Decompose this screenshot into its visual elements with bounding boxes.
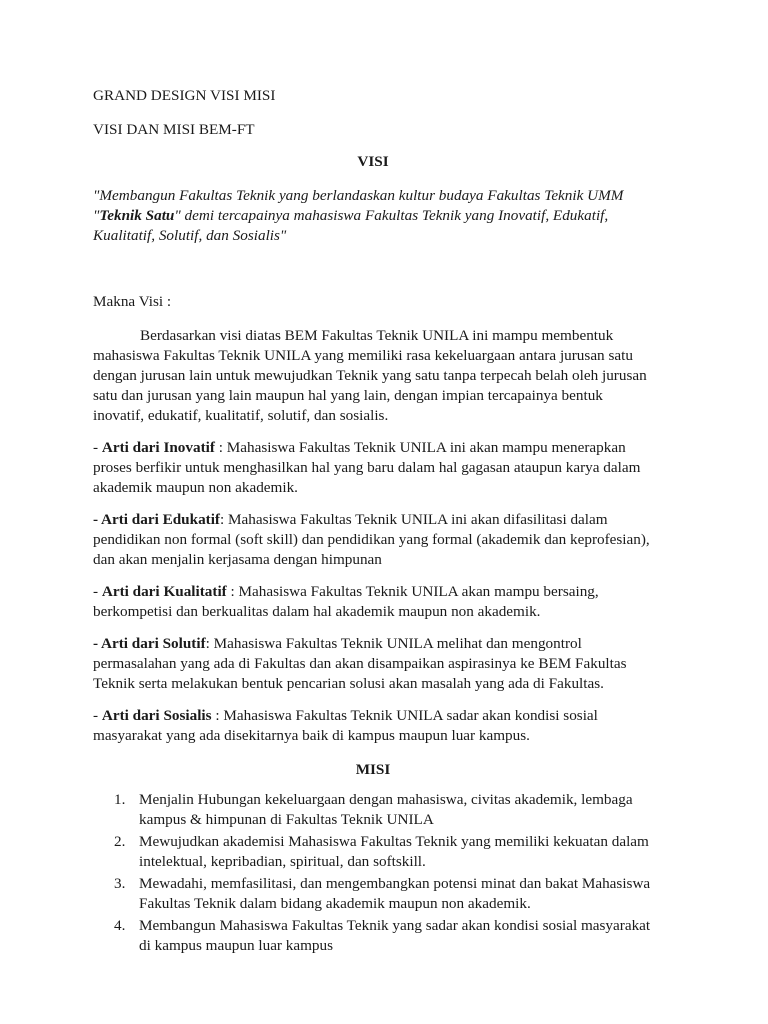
arti-term: Arti dari Inovatif — [101, 439, 215, 456]
document-page — [93, 86, 653, 958]
arti-term: - Arti dari Edukatif — [93, 511, 220, 528]
document-title: GRAND DESIGN VISI MISI — [93, 87, 276, 104]
arti-sep: : — [214, 439, 227, 456]
arti-sep: : — [226, 583, 239, 600]
arti-sep: : — [220, 511, 229, 528]
arti-text: Mahasiswa Fakultas Teknik UNILA ini akan difasilitasi dalam pendidikan non formal (soft skill) dan pendidikan yang formal (akademik dan keprofesian), dan akan menjalin kerjasama dengan himpunan — [93, 511, 650, 568]
misi-item — [93, 874, 653, 914]
misi-number: 3. — [114, 875, 126, 892]
arti-term: Arti dari Kualitatif — [101, 583, 227, 600]
misi-text: Menjalin Hubungan kekeluargaan dengan mahasiswa, civitas akademik, lembaga kampus & himpunan di Fakultas Teknik UNILA — [139, 791, 633, 828]
misi-text: Membangun Mahasiswa Fakultas Teknik yang sadar akan kondisi sosial masyarakat di kampus maupun luar kampus — [139, 917, 651, 954]
arti-text: Mahasiswa Fakultas Teknik UNILA melihat dan mengontrol permasalahan yang ada di Fakultas dan akan disampaikan aspirasinya ke BEM Fakultas Teknik serta melakukan bentuk pencarian solusi akan masalah yang ada di Fakultas. — [93, 635, 627, 692]
arti-solutif — [93, 634, 653, 694]
misi-heading: MISI — [355, 761, 391, 778]
visi-part2: " demi tercapainya mahasiswa Fakultas Teknik yang Inovatif, Edukatif, Kualitatif, Solutif, dan Sosialis" — [93, 207, 609, 244]
misi-item — [93, 832, 653, 872]
misi-text: Mewujudkan akademisi Mahasiswa Fakultas Teknik yang memiliki kekuatan dalam intelektual, kepribadian, spiritual, dan softskill. — [139, 833, 649, 870]
misi-number: 1. — [114, 791, 126, 808]
arti-term: - Arti dari Solutif — [93, 635, 206, 652]
arti-sep: : — [205, 635, 214, 652]
arti-text: Mahasiswa Fakultas Teknik UNILA sadar akan kondisi sosial masyarakat yang ada disekitarnya baik di kampus maupun luar kampus. — [93, 707, 598, 744]
arti-edukatif — [93, 510, 653, 570]
arti-term: Arti dari Sosialis — [101, 707, 212, 724]
arti-sep: : — [211, 707, 224, 724]
arti-prefix: - — [93, 439, 102, 456]
misi-number: 2. — [114, 833, 126, 850]
arti-prefix: - — [93, 583, 102, 600]
visi-part1: Membangun Fakultas Teknik yang berlandaskan kultur budaya Fakultas Teknik UMM — [99, 187, 624, 204]
visi-quote2: " — [93, 207, 100, 224]
visi-statement — [93, 186, 653, 246]
arti-text: Mahasiswa Fakultas Teknik UNILA akan mampu bersaing, berkompetisi dan berkualitas dalam hal akademik maupun non akademik. — [93, 583, 599, 620]
arti-sosialis — [93, 706, 653, 746]
document-subtitle: VISI DAN MISI BEM-FT — [93, 121, 255, 138]
misi-list — [93, 790, 653, 956]
misi-number: 4. — [114, 917, 126, 934]
misi-item — [93, 916, 653, 956]
visi-bold: Teknik Satu — [99, 207, 175, 224]
makna-paragraph: Berdasarkan visi diatas BEM Fakultas Teknik UNILA ini mampu membentuk mahasiswa Fakultas Teknik UNILA yang memiliki rasa kekeluargaan antara jurusan satu dengan jurusan lain untuk mewujudkan Teknik yang satu tanpa terpecah belah oleh jurusan satu dan jurusan yang lain maupun hal yang lain, dengan impian tercapainya bentuk inovatif, edukatif, kualitatif, solutif, dan sosialis. — [93, 327, 647, 424]
arti-text: Mahasiswa Fakultas Teknik UNILA ini akan mampu menerapkan proses berfikir untuk menghasilkan hal yang baru dalam hal gagasan ataupun karya dalam akademik maupun non akademik. — [93, 439, 641, 496]
visi-heading: VISI — [357, 153, 389, 170]
misi-text: Mewadahi, memfasilitasi, dan mengembangkan potensi minat dan bakat Mahasiswa Fakultas Teknik dalam bidang akademik maupun non akademik. — [139, 875, 651, 912]
arti-inovatif — [93, 438, 653, 498]
visi-open-quote: " — [93, 187, 100, 204]
arti-list — [93, 438, 653, 746]
makna-label: Makna Visi : — [93, 293, 172, 310]
misi-item — [93, 790, 653, 830]
arti-kualitatif — [93, 582, 653, 622]
arti-prefix: - — [93, 707, 102, 724]
